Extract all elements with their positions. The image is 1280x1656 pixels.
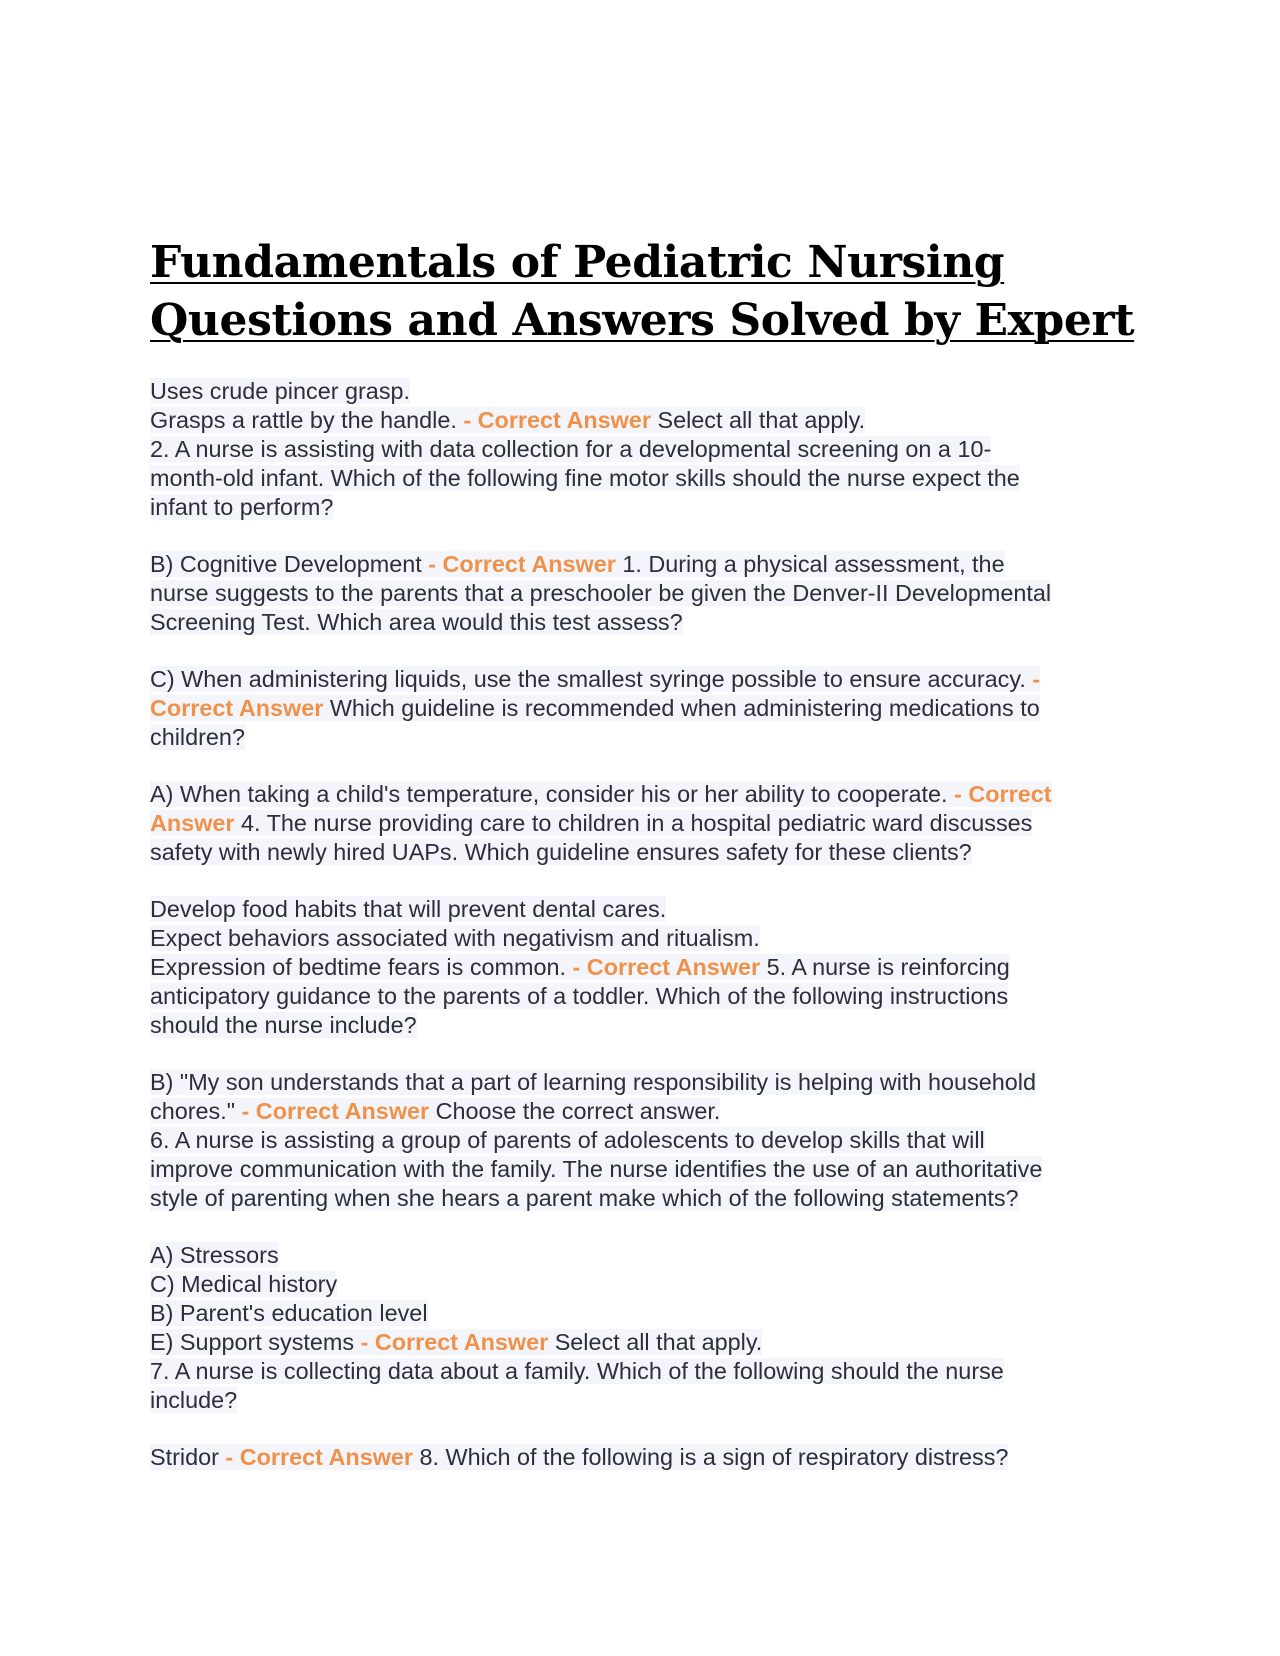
text-segment: improve communication with the family. The nurse identifies the use of an authoritative [150,1156,1043,1182]
text-line [150,1097,1150,1126]
text-segment: Develop food habits that will prevent dental cares. [150,896,667,922]
correct-answer-marker: Correct Answer [150,695,324,721]
text-segment: Select all that apply. [548,1329,763,1355]
text-line [150,694,1150,723]
correct-answer-marker: - Correct Answer [572,954,761,980]
line-text [150,1069,1036,1095]
title-line-2: Questions and Answers Solved by Expert [150,295,1135,346]
line-text [150,810,1032,836]
text-line [150,377,1150,406]
text-segment: 6. A nurse is assisting a group of parents of adolescents to develop skills that will [150,1127,985,1153]
text-segment: safety with newly hired UAPs. Which guideline ensures safety for these clients? [150,839,972,865]
text-segment: A) Stressors [150,1242,279,1268]
line-text [150,1387,237,1413]
qa-paragraph [150,1443,1150,1472]
text-line [150,924,1150,953]
text-segment: 5. A nurse is reinforcing [760,954,1010,980]
paragraph-gap [150,1040,1150,1068]
text-segment: 4. The nurse providing care to children in a hospital pediatric ward discusses [234,810,1033,836]
text-segment: should the nurse include? [150,1012,417,1038]
line-text [150,1098,720,1124]
line-text [150,954,1010,980]
text-line [150,723,1150,752]
text-segment: style of parenting when she hears a parent make which of the following statements? [150,1185,1019,1211]
line-text [150,407,865,433]
text-segment: B) Parent's education level [150,1300,428,1326]
line-text [150,1185,1019,1211]
line-text [150,1329,762,1355]
qa-paragraph [150,895,1150,1040]
qa-paragraph [150,377,1150,522]
line-text [150,378,410,404]
text-line [150,1386,1150,1415]
text-segment: Select all that apply. [650,407,866,433]
text-line [150,406,1150,435]
text-segment: Grasps a rattle by the handle. [150,407,464,433]
paragraph-gap [150,1415,1150,1443]
text-line [150,665,1150,694]
text-segment: Uses crude pincer grasp. [150,378,411,404]
text-line [150,1155,1150,1184]
correct-answer-marker: - Correct Answer [428,551,616,577]
text-segment: 1. During a physical assessment, the [615,551,1005,577]
line-text [150,781,1052,807]
correct-answer-marker: Answer [150,810,235,836]
qa-paragraph [150,1068,1150,1213]
text-segment: C) When administering liquids, use the smallest syringe possible to ensure accuracy. [150,666,1033,692]
text-segment: 2. A nurse is assisting with data collection for a developmental screening on a 10- [150,436,992,462]
text-line [150,809,1150,838]
line-text [150,551,1005,577]
text-segment: chores." [150,1098,242,1124]
text-segment: B) Cognitive Development [150,551,429,577]
text-line [150,1443,1150,1472]
text-segment: B) "My son understands that a part of learning responsibility is helping with household [150,1069,1036,1095]
text-line [150,1270,1150,1299]
text-line [150,982,1150,1011]
text-segment: Expect behaviors associated with negativism and ritualism. [150,925,760,951]
text-line [150,1357,1150,1386]
line-text [150,1156,1042,1182]
text-line [150,579,1150,608]
text-segment: Choose the correct answer. [429,1098,721,1124]
document-title [150,234,1150,350]
text-segment: Stridor [150,1444,226,1470]
text-segment: anticipatory guidance to the parents of a toddler. Which of the following instructions [150,983,1009,1009]
line-text [150,494,333,520]
line-text [150,896,666,922]
text-segment: A) When taking a child's temperature, consider his or her ability to cooperate. [150,781,955,807]
document-body [150,377,1150,1472]
correct-answer-marker: - Correct Answer [360,1329,549,1355]
text-segment: Which guideline is recommended when administering medications to [323,695,1040,721]
line-text [150,1012,417,1038]
line-text [150,436,991,462]
text-line [150,1068,1150,1097]
text-line [150,1241,1150,1270]
correct-answer-marker: - Correct Answer [463,407,651,433]
text-line [150,493,1150,522]
line-text [150,724,245,750]
text-line [150,1328,1150,1357]
text-line [150,608,1150,637]
line-text [150,925,760,951]
text-line [150,550,1150,579]
paragraph-gap [150,1213,1150,1241]
paragraph-gap [150,752,1150,780]
text-segment: 7. A nurse is collecting data about a family. Which of the following should the nurse [150,1358,1004,1384]
correct-answer-marker: - Correct Answer [241,1098,430,1124]
line-text [150,666,1040,692]
qa-paragraph [150,780,1150,867]
text-line [150,1299,1150,1328]
line-text [150,465,1020,491]
text-line [150,464,1150,493]
text-segment: Screening Test. Which area would this test assess? [150,609,683,635]
text-segment: include? [150,1387,238,1413]
text-segment: children? [150,724,245,750]
line-text [150,695,1040,721]
line-text [150,1242,279,1268]
paragraph-gap [150,637,1150,665]
paragraph-gap [150,867,1150,895]
text-segment: C) Medical history [150,1271,338,1297]
text-line [150,953,1150,982]
text-line [150,1011,1150,1040]
text-segment: 8. Which of the following is a sign of respiratory distress? [413,1444,1009,1470]
text-segment: infant to perform? [150,494,334,520]
qa-paragraph [150,1241,1150,1415]
correct-answer-marker: - [1032,666,1041,692]
title-line-1: Fundamentals of Pediatric Nursing [150,237,1005,288]
correct-answer-marker: - Correct [954,781,1052,807]
text-line [150,780,1150,809]
line-text [150,1271,337,1297]
line-text [150,609,683,635]
correct-answer-marker: - Correct Answer [225,1444,414,1470]
line-text [150,580,1051,606]
line-text [150,983,1008,1009]
line-text [150,1127,985,1153]
qa-paragraph [150,550,1150,637]
text-segment: nurse suggests to the parents that a preschooler be given the Denver-II Developmental [150,580,1052,606]
line-text [150,839,972,865]
text-line [150,1184,1150,1213]
line-text [150,1300,428,1326]
line-text [150,1358,1004,1384]
text-segment: Expression of bedtime fears is common. [150,954,573,980]
text-line [150,838,1150,867]
qa-paragraph [150,665,1150,752]
text-line [150,1126,1150,1155]
text-line [150,895,1150,924]
line-text [150,1444,1008,1470]
text-segment: month-old infant. Which of the following fine motor skills should the nurse expect the [150,465,1020,491]
text-line [150,435,1150,464]
text-segment: E) Support systems [150,1329,361,1355]
paragraph-gap [150,522,1150,550]
